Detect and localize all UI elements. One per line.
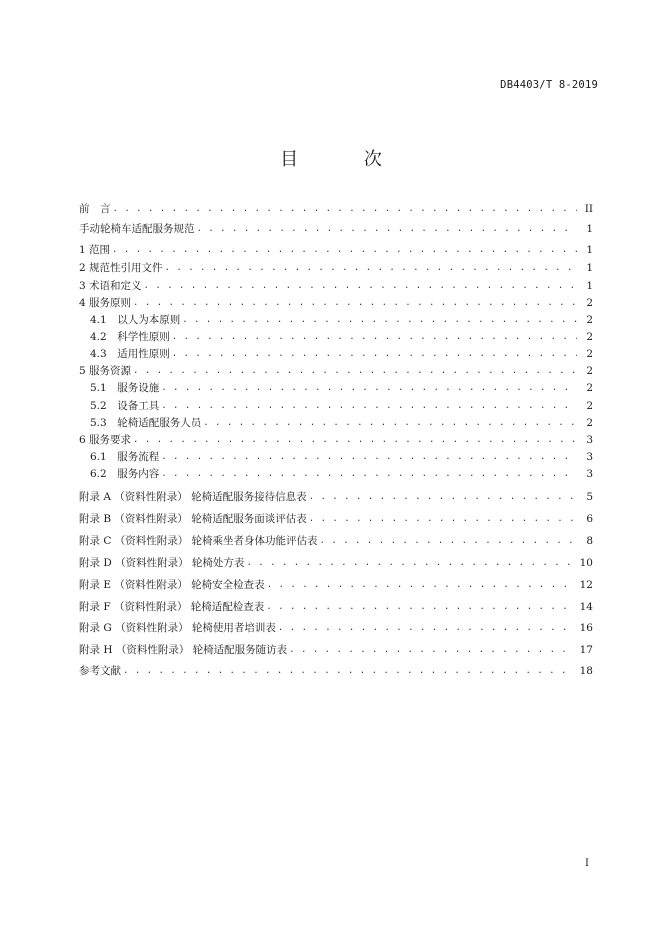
toc-entry-label: 附录 G （资料性附录） 轮椅使用者培训表: [79, 622, 276, 634]
toc-entry-page: 12: [579, 579, 593, 591]
toc-entry-page: 2: [586, 314, 593, 326]
toc-entry-label: 4 服务原则: [79, 297, 132, 309]
toc-entry-label: 6 服务要求: [79, 434, 132, 446]
toc-entry-page: 2: [586, 365, 593, 377]
toc-entry-page: 18: [579, 665, 593, 677]
toc-entry-page: 2: [586, 400, 593, 412]
toc-entry-label: 4.3 适用性原则: [90, 348, 170, 360]
toc-entry-label: 附录 B （资料性附录） 轮椅适配服务面谈评估表: [79, 513, 307, 525]
toc-entry[interactable]: [90, 399, 593, 413]
toc-leader-dots: [161, 450, 577, 464]
toc-leader-dots: [161, 381, 577, 395]
toc-entry-label: 4.1 以人为本原则: [90, 314, 181, 326]
toc-entry-page: 3: [586, 468, 593, 480]
toc-entry-label: 5.1 服务设施: [90, 382, 160, 394]
toc-entry-label: 6.2 服务内容: [90, 468, 160, 480]
toc-entry-label: 附录 F （资料性附录） 轮椅适配检查表: [79, 601, 265, 613]
toc-entry-label: 附录 C （资料性附录） 轮椅乘坐者身体功能评估表: [79, 535, 318, 547]
toc-entry-page: 2: [586, 331, 593, 343]
toc-entry[interactable]: [79, 643, 593, 657]
toc-leader-dots: [289, 643, 573, 657]
toc-entry[interactable]: [90, 467, 593, 481]
toc-leader-dots: [309, 512, 577, 526]
document-code: DB4403/T 8-2019: [500, 79, 598, 91]
toc-entry-page: 10: [579, 557, 593, 569]
toc-entry[interactable]: [79, 578, 593, 592]
toc-entry[interactable]: [90, 416, 593, 430]
toc-entry-page: 3: [586, 451, 593, 463]
toc-leader-dots: [113, 202, 578, 216]
toc-entry-label: 5.2 设备工具: [90, 400, 160, 412]
toc-entry[interactable]: [90, 347, 593, 361]
toc-entry[interactable]: [90, 330, 593, 344]
toc-leader-dots: [133, 433, 577, 447]
toc-title: 目 次: [280, 149, 412, 170]
toc-entry-page: 1: [586, 244, 593, 256]
toc-entry[interactable]: [79, 202, 593, 216]
toc-entry-page: 2: [586, 382, 593, 394]
toc-entry-label: 附录 E （资料性附录） 轮椅安全检查表: [79, 579, 265, 591]
toc-entry[interactable]: [79, 534, 593, 548]
toc-entry[interactable]: [79, 364, 593, 378]
toc-leader-dots: [133, 364, 577, 378]
toc-entry-label: 1 范围: [79, 244, 111, 256]
toc-entry[interactable]: [79, 279, 593, 293]
toc-leader-dots: [278, 621, 574, 635]
toc-entry-label: 5.3 轮椅适配服务人员: [90, 417, 202, 429]
toc-entry-page: 2: [586, 417, 593, 429]
toc-leader-dots: [172, 330, 577, 344]
toc-entry-page: 16: [579, 622, 593, 634]
toc-entry-page: 3: [586, 434, 593, 446]
toc-leader-dots: [246, 556, 573, 570]
toc-entry-label: 6.1 服务流程: [90, 451, 160, 463]
toc-entry-label: 附录 H （资料性附录） 轮椅适配服务随访表: [79, 644, 288, 656]
toc-entry-page: 8: [586, 535, 593, 547]
toc-leader-dots: [133, 296, 577, 310]
toc-entry[interactable]: [90, 381, 593, 395]
toc-entry[interactable]: [79, 490, 593, 504]
toc-entry[interactable]: [79, 222, 593, 236]
toc-entry-page: 2: [586, 348, 593, 360]
toc-leader-dots: [123, 664, 574, 678]
toc-entry[interactable]: [79, 600, 593, 614]
toc-leader-dots: [161, 399, 577, 413]
toc-leader-dots: [144, 279, 577, 293]
toc-entry[interactable]: [79, 243, 593, 257]
toc-entry[interactable]: [79, 664, 593, 678]
toc-entry[interactable]: [90, 450, 593, 464]
toc-entry[interactable]: [90, 313, 593, 327]
toc-leader-dots: [182, 313, 577, 327]
toc-leader-dots: [320, 534, 577, 548]
toc-entry-label: 4.2 科学性原则: [90, 331, 170, 343]
toc-leader-dots: [266, 600, 573, 614]
toc-entry[interactable]: [79, 433, 593, 447]
toc-leader-dots: [172, 347, 577, 361]
toc-entry-page: 1: [586, 262, 593, 274]
page-number: I: [585, 858, 589, 869]
toc-entry-page: 6: [586, 513, 593, 525]
toc-leader-dots: [203, 416, 577, 430]
toc-entry[interactable]: [79, 512, 593, 526]
toc-entry-label: 3 术语和定义: [79, 280, 142, 292]
toc-entry[interactable]: [79, 621, 593, 635]
toc-leader-dots: [161, 467, 577, 481]
toc-entry-label: 2 规范性引用文件: [79, 262, 163, 274]
toc-entry-label: 5 服务资源: [79, 365, 132, 377]
toc-entry-label: 附录 D （资料性附录） 轮椅处方表: [79, 557, 245, 569]
toc-entry-page: 1: [586, 223, 593, 235]
toc-entry-label: 手动轮椅车适配服务规范: [79, 223, 195, 235]
toc-entry[interactable]: [79, 296, 593, 310]
toc-leader-dots: [197, 222, 578, 236]
toc-entry-page: II: [584, 203, 593, 215]
toc-entry-label: 参考文献: [79, 665, 121, 677]
toc-entry[interactable]: [79, 261, 593, 275]
toc-entry-page: 1: [586, 280, 593, 292]
toc-entry-page: 14: [579, 601, 593, 613]
toc-leader-dots: [267, 578, 574, 592]
toc-leader-dots: [112, 243, 577, 257]
toc-entry-page: 5: [586, 491, 593, 503]
toc-entry-page: 2: [586, 297, 593, 309]
toc-entry[interactable]: [79, 556, 593, 570]
toc-entry-page: 17: [579, 644, 593, 656]
toc-entry-label: 前 言: [79, 203, 111, 215]
toc-leader-dots: [165, 261, 577, 275]
toc-entry-label: 附录 A （资料性附录） 轮椅适配服务接待信息表: [79, 491, 307, 503]
toc-leader-dots: [309, 490, 577, 504]
